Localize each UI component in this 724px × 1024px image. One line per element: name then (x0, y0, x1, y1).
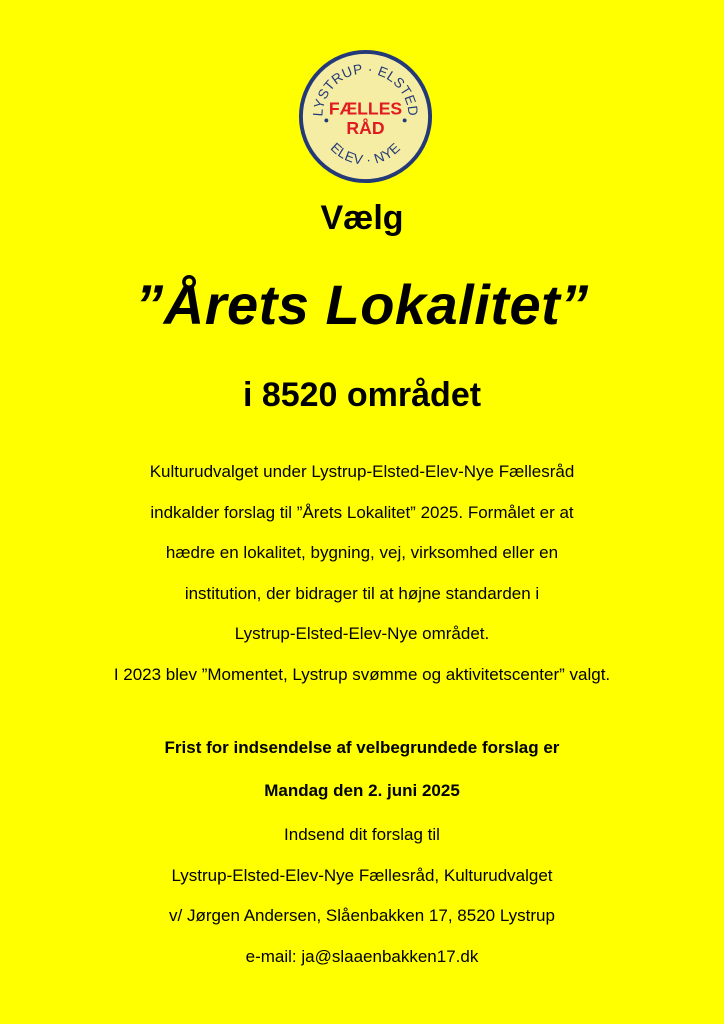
logo-center-line2: RÅD (346, 118, 385, 139)
deadline-date: Mandag den 2. juni 2025 (264, 781, 460, 800)
logo-dot-left (324, 118, 328, 122)
deadline-block (0, 726, 724, 812)
deadline-line: Frist for indsendelse af velbegrundede forslag er (164, 738, 560, 757)
contact-line: v/ Jørgen Andersen, Slåenbakken 17, 8520 Lystrup (169, 906, 555, 925)
contact-email: e-mail: ja@slaaenbakken17.dk (245, 946, 479, 966)
faellesraad-logo (297, 48, 434, 185)
intro-line: indkalder forslag til ”Årets Lokalitet” 2025. Formålet er at (150, 502, 574, 522)
heading-area: i 8520 området (242, 376, 482, 414)
intro-line: hædre en lokalitet, bygning, vej, virksomhed eller en (165, 543, 559, 562)
intro-paragraph (0, 452, 724, 695)
logo-bottom-arc-text: ELEV · NYE (327, 139, 404, 168)
contact-block (0, 815, 724, 977)
contact-line: Lystrup-Elsted-Elev-Nye Fællesråd, Kulturudvalget (171, 865, 553, 885)
contact-line: Indsend dit forslag til (284, 825, 440, 844)
logo-dot-right (403, 118, 407, 122)
heading-vaelg: Vælg (320, 199, 404, 237)
logo-center-line1: FÆLLES (328, 98, 403, 119)
intro-line: Kulturudvalget under Lystrup-Elsted-Elev-Nye Fællesråd (149, 462, 575, 481)
intro-line: I 2023 blev ”Momentet, Lystrup svømme og aktivitetscenter” valgt. (113, 664, 611, 684)
page-title: ”Årets Lokalitet” (135, 273, 589, 336)
logo-top-arc-text: LYSTRUP · ELSTED (310, 61, 421, 117)
intro-line: institution, der bidrager til at højne standarden i (184, 583, 540, 603)
intro-line: Lystrup-Elsted-Elev-Nye området. (234, 624, 490, 643)
